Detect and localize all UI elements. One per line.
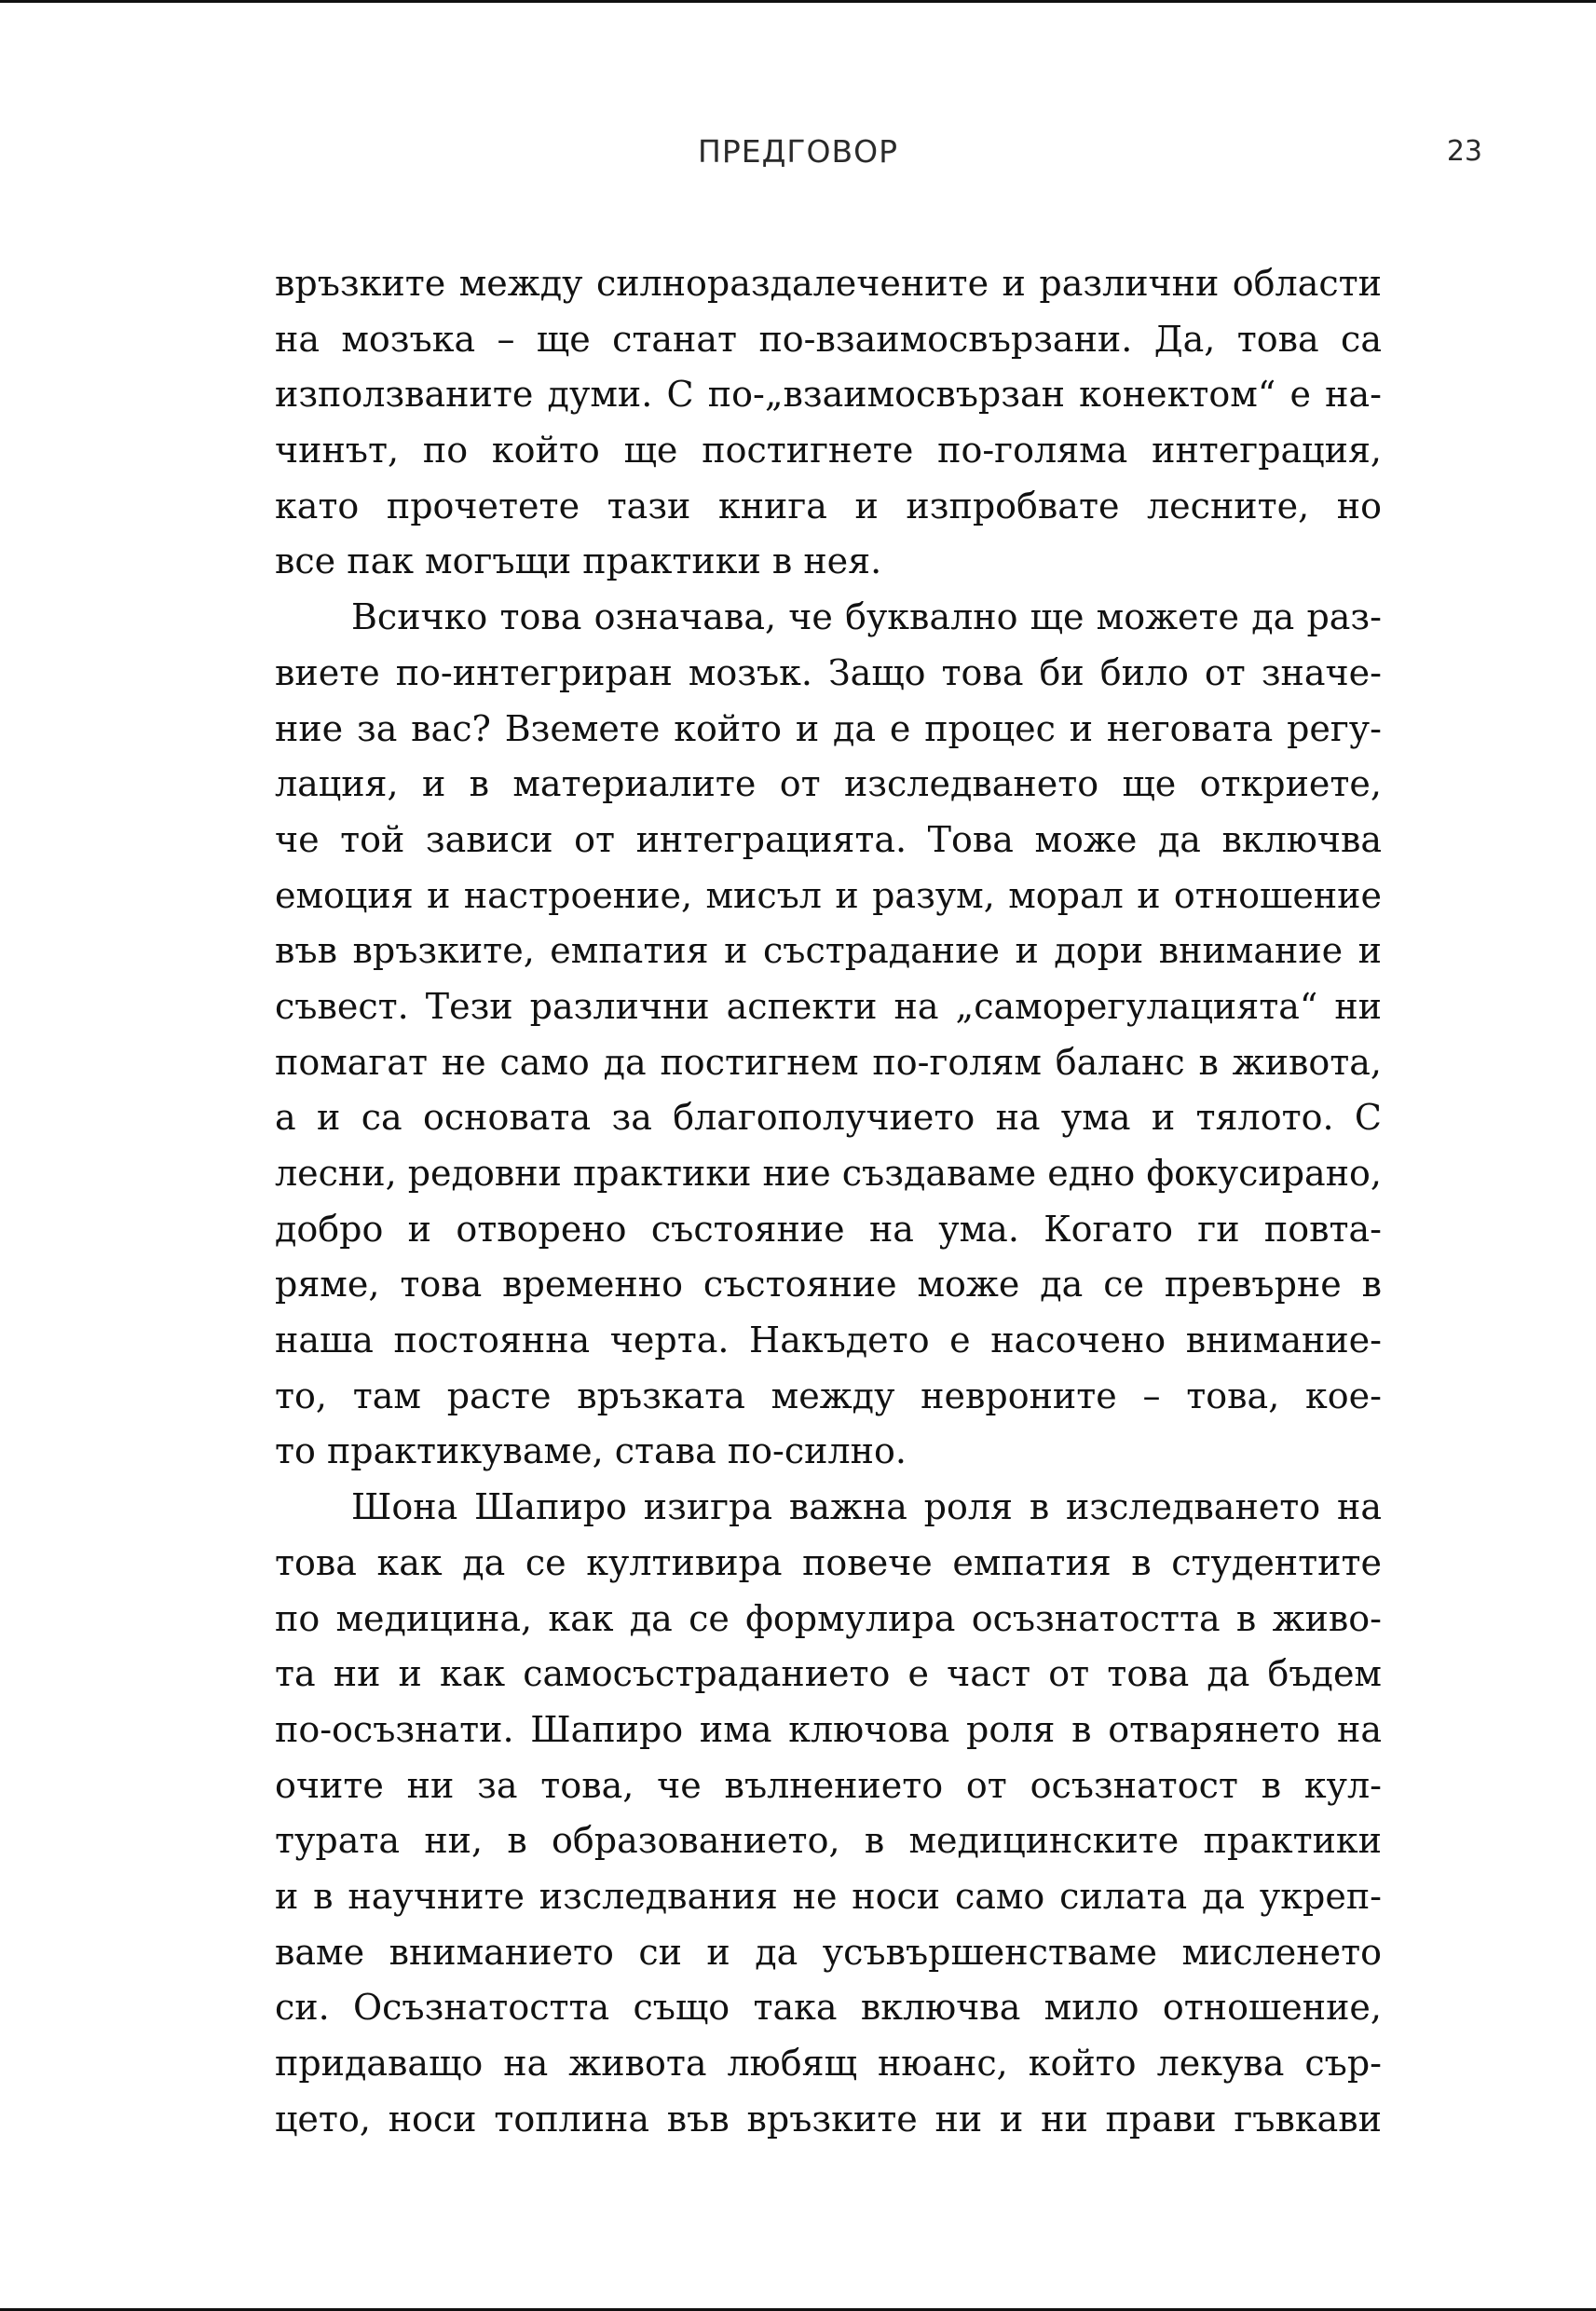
paragraph xyxy=(275,1480,1382,2147)
text-line: Всичко това означава, че буквално ще можете да раз- xyxy=(351,596,1382,638)
running-title: ПРЕДГОВОР xyxy=(698,133,898,170)
text-line: по медицина, как да се формулира осъзнатостта в живо- xyxy=(275,1597,1382,1639)
page-number: 23 xyxy=(1446,135,1482,168)
text-line: и в научните изследвания не носи само силата да укреп- xyxy=(275,1875,1382,1917)
running-header xyxy=(0,133,1596,180)
text-line: Шона Шапиро изигра важна роля в изследването на xyxy=(351,1486,1382,1528)
text-line: та ни и как самосъстраданието е част от това да бъдем xyxy=(275,1653,1382,1695)
text-line: на мозъка – ще станат по-взаимосвързани. Да, това са xyxy=(275,318,1382,360)
text-line: турата ни, в образованието, в медицинските практики xyxy=(275,1820,1382,1862)
text-line: чинът, по който ще постигнете по-голяма интеграция, xyxy=(275,430,1382,472)
text-line: връзките между силнораздалечените и различни области xyxy=(275,263,1382,304)
text-line: наша постоянна черта. Накъдето е насочено внимание- xyxy=(275,1320,1382,1361)
text-line: използваните думи. С по-„взаимосвързан конектом“ е на- xyxy=(275,374,1382,416)
text-line: помагат не само да постигнем по-голям баланс в живота, xyxy=(275,1041,1382,1083)
text-line: ние за вас? Вземете който и да е процес и неговата регу- xyxy=(275,707,1382,749)
text-line: все пак могъщи практики в нея. xyxy=(275,540,882,582)
text-line: това как да се култивира повече емпатия в студентите xyxy=(275,1541,1382,1583)
paragraph xyxy=(275,256,1382,590)
text-line: то, там расте връзката между невроните – това, кое- xyxy=(275,1374,1382,1416)
body-text xyxy=(275,256,1382,2147)
text-line: като прочетете тази книга и изпробвате лесните, но xyxy=(275,485,1382,526)
text-line: че той зависи от интеграцията. Това може да включва xyxy=(275,818,1382,860)
paragraph xyxy=(275,590,1382,1480)
text-line: във връзките, емпатия и състрадание и дори внимание и xyxy=(275,930,1382,972)
text-line: ваме вниманието си и да усъвършенстваме мисленето xyxy=(275,1931,1382,1973)
text-line: си. Осъзнатостта също така включва мило отношение, xyxy=(275,1987,1382,2029)
text-line: по-осъзнати. Шапиро има ключова роля в отварянето на xyxy=(275,1708,1382,1750)
text-line: очите ни за това, че вълнението от осъзнатост в кул- xyxy=(275,1764,1382,1806)
text-line: а и са основата за благополучието на ума и тялото. С xyxy=(275,1097,1382,1139)
text-line: ряме, това временно състояние може да се превърне в xyxy=(275,1264,1382,1306)
text-line: лесни, редовни практики ние създаваме едно фокусирано, xyxy=(275,1153,1382,1194)
text-line: цето, носи топлина във връзките ни и ни прави гъвкави xyxy=(275,2098,1382,2140)
text-line: добро и отворено състояние на ума. Когато ги повта- xyxy=(275,1208,1382,1250)
text-line: то практикуваме, става по-силно. xyxy=(275,1430,907,1472)
text-line: емоция и настроение, мисъл и разум, морал и отношение xyxy=(275,874,1382,916)
text-line: лация, и в материалите от изследването ще откриете, xyxy=(275,763,1382,805)
text-line: съвест. Тези различни аспекти на „саморегулацията“ ни xyxy=(275,985,1382,1027)
text-line: виете по-интегриран мозък. Защо това би било от значе- xyxy=(275,651,1382,693)
text-line: придаващо на живота любящ нюанс, който лекува сър- xyxy=(275,2043,1382,2084)
